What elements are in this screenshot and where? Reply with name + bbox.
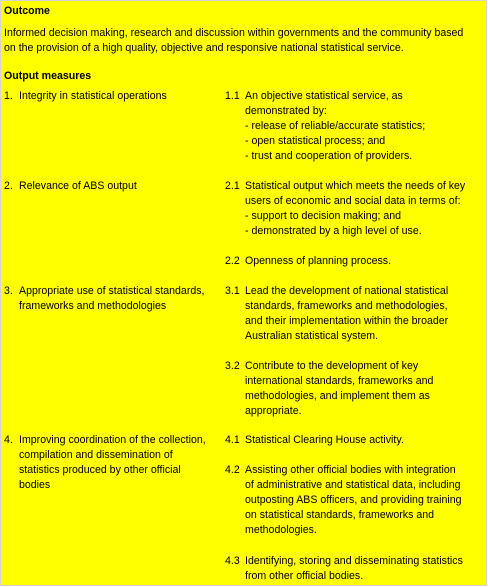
item-line: - release of reliable/accurate statistics; (245, 120, 426, 132)
item-4-1-text (245, 433, 404, 448)
group-2-label (19, 179, 137, 194)
item-4-3-text (245, 554, 463, 584)
item-4-1-number: 4.1 (225, 434, 240, 446)
item-line: Lead the development of national statistical (245, 285, 449, 297)
item-line: Statistical output which meets the needs of key (245, 180, 466, 192)
item-2-2-number: 2.2 (225, 255, 240, 267)
item-3-2-number: 3.2 (225, 360, 240, 372)
item-3-1-text (245, 284, 448, 344)
group-label-line: bodies (19, 479, 51, 491)
item-line: appropriate. (245, 405, 302, 417)
item-4-2-number: 4.2 (225, 464, 240, 476)
item-line: from other official bodies. (245, 570, 364, 582)
item-line: users of economic and social data in terms of: (245, 195, 461, 207)
outcome-text (4, 26, 463, 56)
group-2-number: 2. (4, 180, 13, 192)
item-line: Contribute to the development of key (245, 360, 419, 372)
group-3-number: 3. (4, 285, 13, 297)
group-4-label (19, 433, 206, 493)
group-label-line: Appropriate use of statistical standards, (19, 285, 205, 297)
item-4-3-number: 4.3 (225, 555, 240, 567)
outcome-line: on the provision of a high quality, objective and responsive national statistical service. (4, 42, 404, 54)
item-1-1-number: 1.1 (225, 90, 240, 102)
item-line: Assisting other official bodies with integration (245, 464, 456, 476)
item-line: international standards, frameworks and (245, 375, 434, 387)
item-line: - support to decision making; and (245, 210, 402, 222)
item-line: An objective statistical service, as (245, 90, 403, 102)
item-line: outposting ABS officers, and providing training (245, 494, 462, 506)
group-label-line: Integrity in statistical operations (19, 90, 167, 102)
item-line: - open statistical process; and (245, 135, 386, 147)
item-line: - trust and cooperation of providers. (245, 150, 413, 162)
group-label-line: compilation and dissemination of (19, 449, 173, 461)
group-label-line: statistics produced by other official (19, 464, 181, 476)
item-line: of administrative and statistical data, including (245, 479, 461, 491)
item-line: - demonstrated by a high level of use. (245, 225, 422, 237)
item-3-2-text (245, 359, 433, 419)
item-2-2-text (245, 254, 391, 269)
group-3-label (19, 284, 205, 314)
item-line: Identifying, storing and disseminating statistics (245, 555, 463, 567)
group-1-label (19, 89, 167, 104)
item-line: demonstrated by: (245, 105, 327, 117)
item-line: Australian statistical system. (245, 330, 379, 342)
group-label-line: Relevance of ABS output (19, 180, 137, 192)
item-line: Openness of planning process. (245, 255, 392, 267)
item-line: standards, frameworks and methodologies, (245, 300, 448, 312)
item-2-1-number: 2.1 (225, 180, 240, 192)
group-label-line: frameworks and methodologies (19, 300, 167, 312)
output-measures-heading: Output measures (4, 70, 92, 82)
outcome-line: Informed decision making, research and discussion within governments and the community based (4, 27, 464, 39)
item-3-1-number: 3.1 (225, 285, 240, 297)
item-line: on statistical standards, frameworks and (245, 509, 435, 521)
group-4-number: 4. (4, 434, 13, 446)
outcome-heading: Outcome (4, 5, 50, 17)
group-1-number: 1. (4, 90, 13, 102)
item-line: and their implementation within the broader (245, 315, 449, 327)
item-2-1-text (245, 179, 465, 239)
group-label-line: Improving coordination of the collection, (19, 434, 206, 446)
item-line: methodologies, and implement them as (245, 390, 430, 402)
item-1-1-text (245, 89, 425, 164)
item-4-2-text (245, 463, 462, 538)
item-line: Statistical Clearing House activity. (245, 434, 404, 446)
item-line: methodologies. (245, 524, 317, 536)
